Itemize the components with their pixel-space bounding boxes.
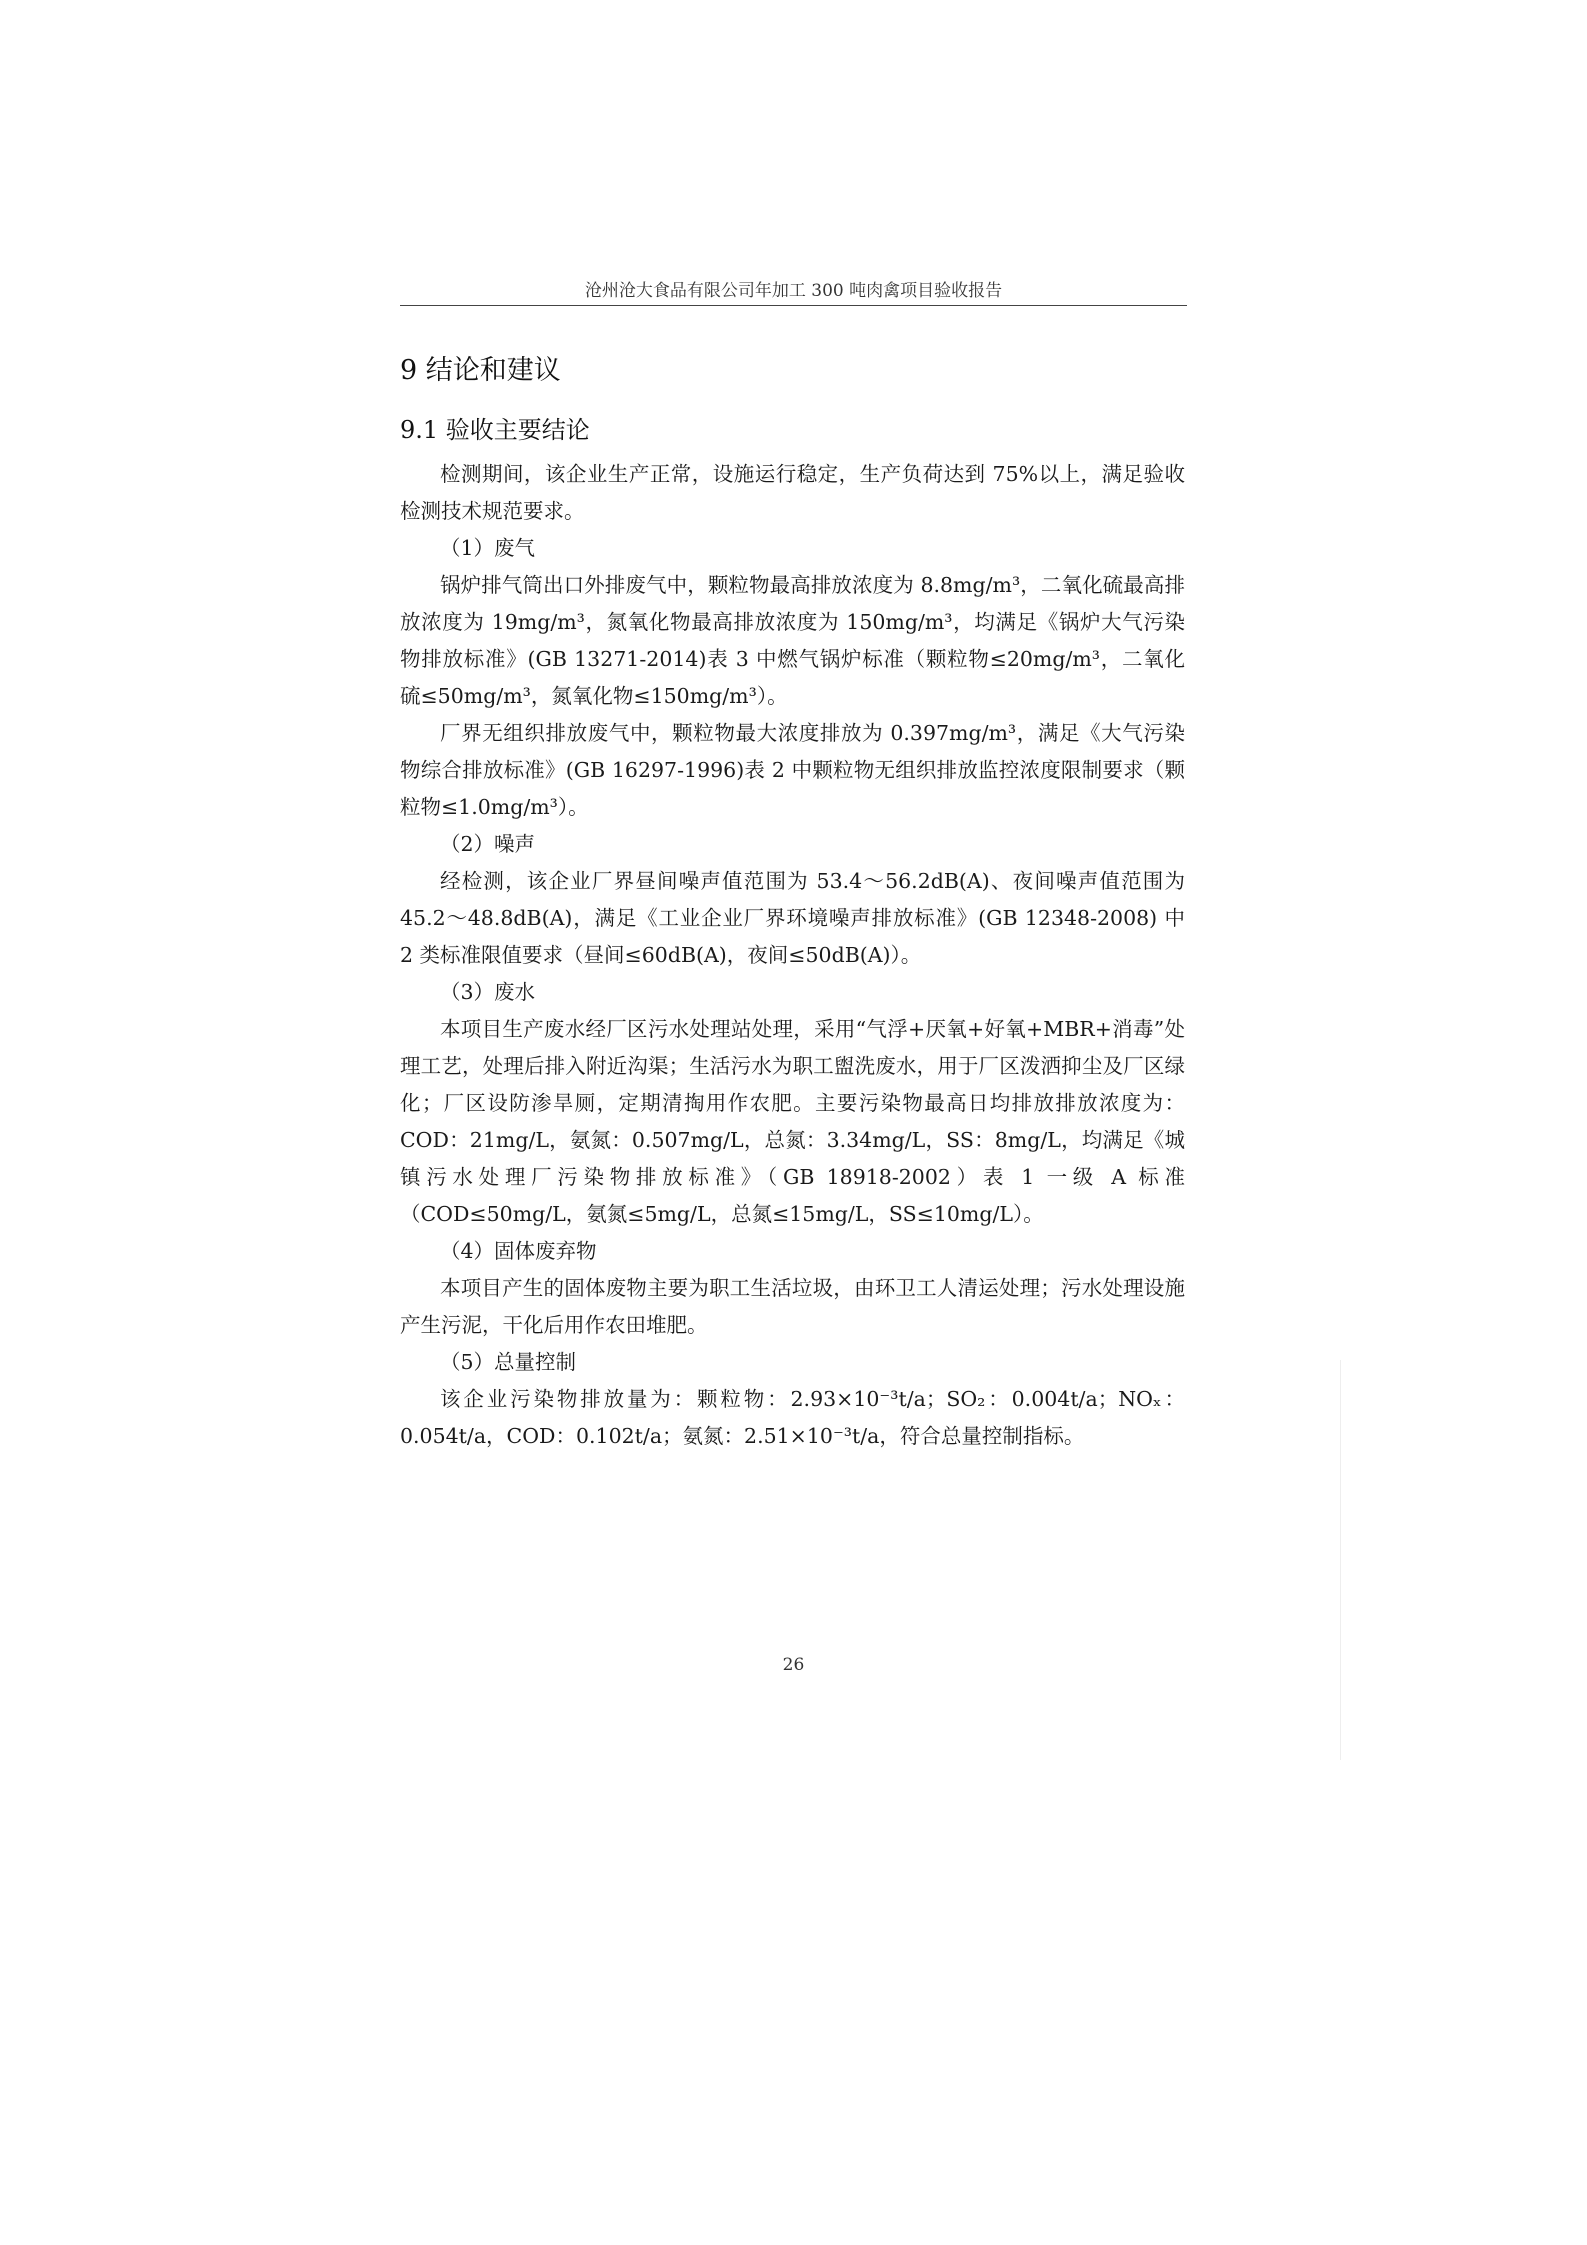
solid-waste-heading: （4）固体废弃物	[440, 1239, 597, 1263]
intro-paragraph: 检测期间，该企业生产正常，设施运行稳定，生产负荷达到 75%以上，满足验收检测技术规范要求。	[400, 462, 1185, 523]
total-control-heading: （5）总量控制	[440, 1350, 577, 1374]
noise-paragraph: 经检测，该企业厂界昼间噪声值范围为 53.4～56.2dB(A)、夜间噪声值范围为 45.2～48.8dB(A)，满足《工业企业厂界环境噪声排放标准》(GB 12348-2008) 中 2 类标准限值要求（昼间≤60dB(A)，夜间≤50dB(A)）。	[400, 869, 1185, 967]
noise-heading: （2）噪声	[440, 832, 536, 856]
page-number: 26	[782, 1655, 805, 1675]
running-header: 沧州沧大食品有限公司年加工 300 吨肉禽项目验收报告	[584, 281, 1003, 301]
gas-heading: （1）废气	[440, 536, 536, 560]
wastewater-paragraph: 本项目生产废水经厂区污水处理站处理，采用“气浮+厌氧+好氧+MBR+消毒”处理工艺，处理后排入附近沟渠；生活污水为职工盥洗废水，用于厂区泼洒抑尘及厂区绿化；厂区设防渗旱厕，定期清掏用作农肥。主要污染物最高日均排放排放浓度为：COD：21mg/L，氨氮：0.507mg/L，总氮：3.34mg/L，SS：8mg/L，均满足《城镇污水处理厂污染物排放标准》（GB 18918-2002）表 1 一级 A 标准（COD≤50mg/L，氨氮≤5mg/L，总氮≤15mg/L，SS≤10mg/L）。	[400, 1017, 1185, 1226]
subsection-title: 9.1 验收主要结论	[400, 416, 590, 444]
wastewater-heading: （3）废水	[440, 980, 536, 1004]
section-title: 9 结论和建议	[400, 355, 561, 386]
solid-waste-paragraph: 本项目产生的固体废物主要为职工生活垃圾，由环卫工人清运处理；污水处理设施产生污泥，干化后用作农田堆肥。	[400, 1276, 1185, 1337]
scan-edge-mark	[1340, 1360, 1341, 1760]
gas-paragraph-boiler: 锅炉排气筒出口外排废气中，颗粒物最高排放浓度为 8.8mg/m³，二氧化硫最高排放浓度为 19mg/m³，氮氧化物最高排放浓度为 150mg/m³，均满足《锅炉大气污染物排放标准》(GB 13271-2014)表 3 中燃气锅炉标准（颗粒物≤20mg/m³，二氧化硫≤50mg/m³，氮氧化物≤150mg/m³）。	[400, 573, 1185, 708]
total-control-paragraph: 该企业污染物排放量为：颗粒物：2.93×10⁻³t/a；SO₂：0.004t/a；NOₓ：0.054t/a，COD：0.102t/a；氨氮：2.51×10⁻³t/a，符合总量控制指标。	[400, 1387, 1185, 1448]
gas-paragraph-fugitive: 厂界无组织排放废气中，颗粒物最大浓度排放为 0.397mg/m³，满足《大气污染物综合排放标准》(GB 16297-1996)表 2 中颗粒物无组织排放监控浓度限制要求（颗粒物≤1.0mg/m³）。	[400, 721, 1185, 819]
body-text	[400, 456, 1185, 1455]
header-divider	[400, 305, 1187, 306]
